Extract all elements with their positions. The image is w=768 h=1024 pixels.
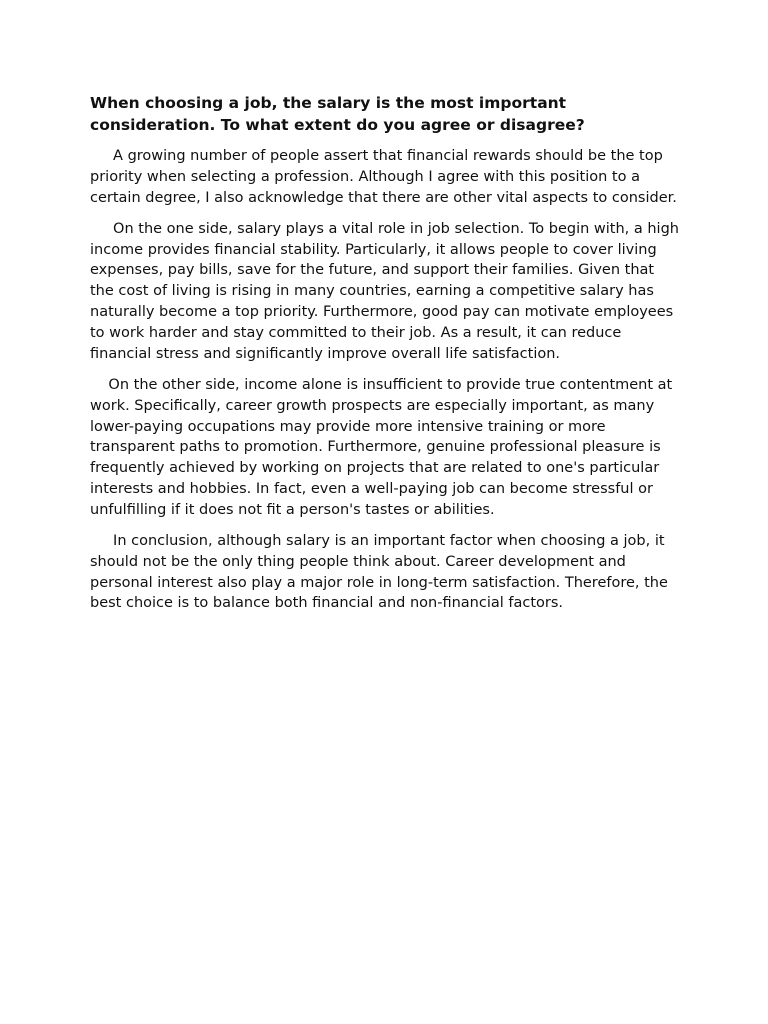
paragraph-body-one: On the one side, salary plays a vital role in job selection. To begin with, a high income provides financial stability. Particularly, it allows people to cover living expenses, pay bills, save for the future, and support their families. Given that the cost of living is rising in many countries, earning a competitive salary has naturally become a top priority. Furthermore, good pay can motivate employees to work harder and stay committed to their job. As a result, it can reduce financial stress and significantly improve overall life satisfaction. [90, 220, 679, 362]
essay-title: When choosing a job, the salary is the most important consideration. To what extent do you agree or disagree? [90, 94, 585, 134]
document-page [90, 92, 682, 625]
paragraph-introduction: A growing number of people assert that financial rewards should be the top priority when selecting a profession. Although I agree with this position to a certain degree, I also acknowledge that there are other vital aspects to consider. [90, 148, 677, 206]
paragraph-conclusion: In conclusion, although salary is an important factor when choosing a job, it should not be the only thing people think about. Career development and personal interest also play a major role in long-term satisfaction. Therefore, the best choice is to balance both financial and non-financial factors. [90, 533, 668, 612]
paragraph-body-two: On the other side, income alone is insufficient to provide true contentment at work. Specifically, career growth prospects are especially important, as many lower-paying occupations may provide more intensive training or more transparent paths to promotion. Furthermore, genuine professional pleasure is frequently achieved by working on projects that are related to one's particular interests and hobbies. In fact, even a well-paying job can become stressful or unfulfilling if it does not fit a person's tastes or abilities. [90, 376, 673, 518]
